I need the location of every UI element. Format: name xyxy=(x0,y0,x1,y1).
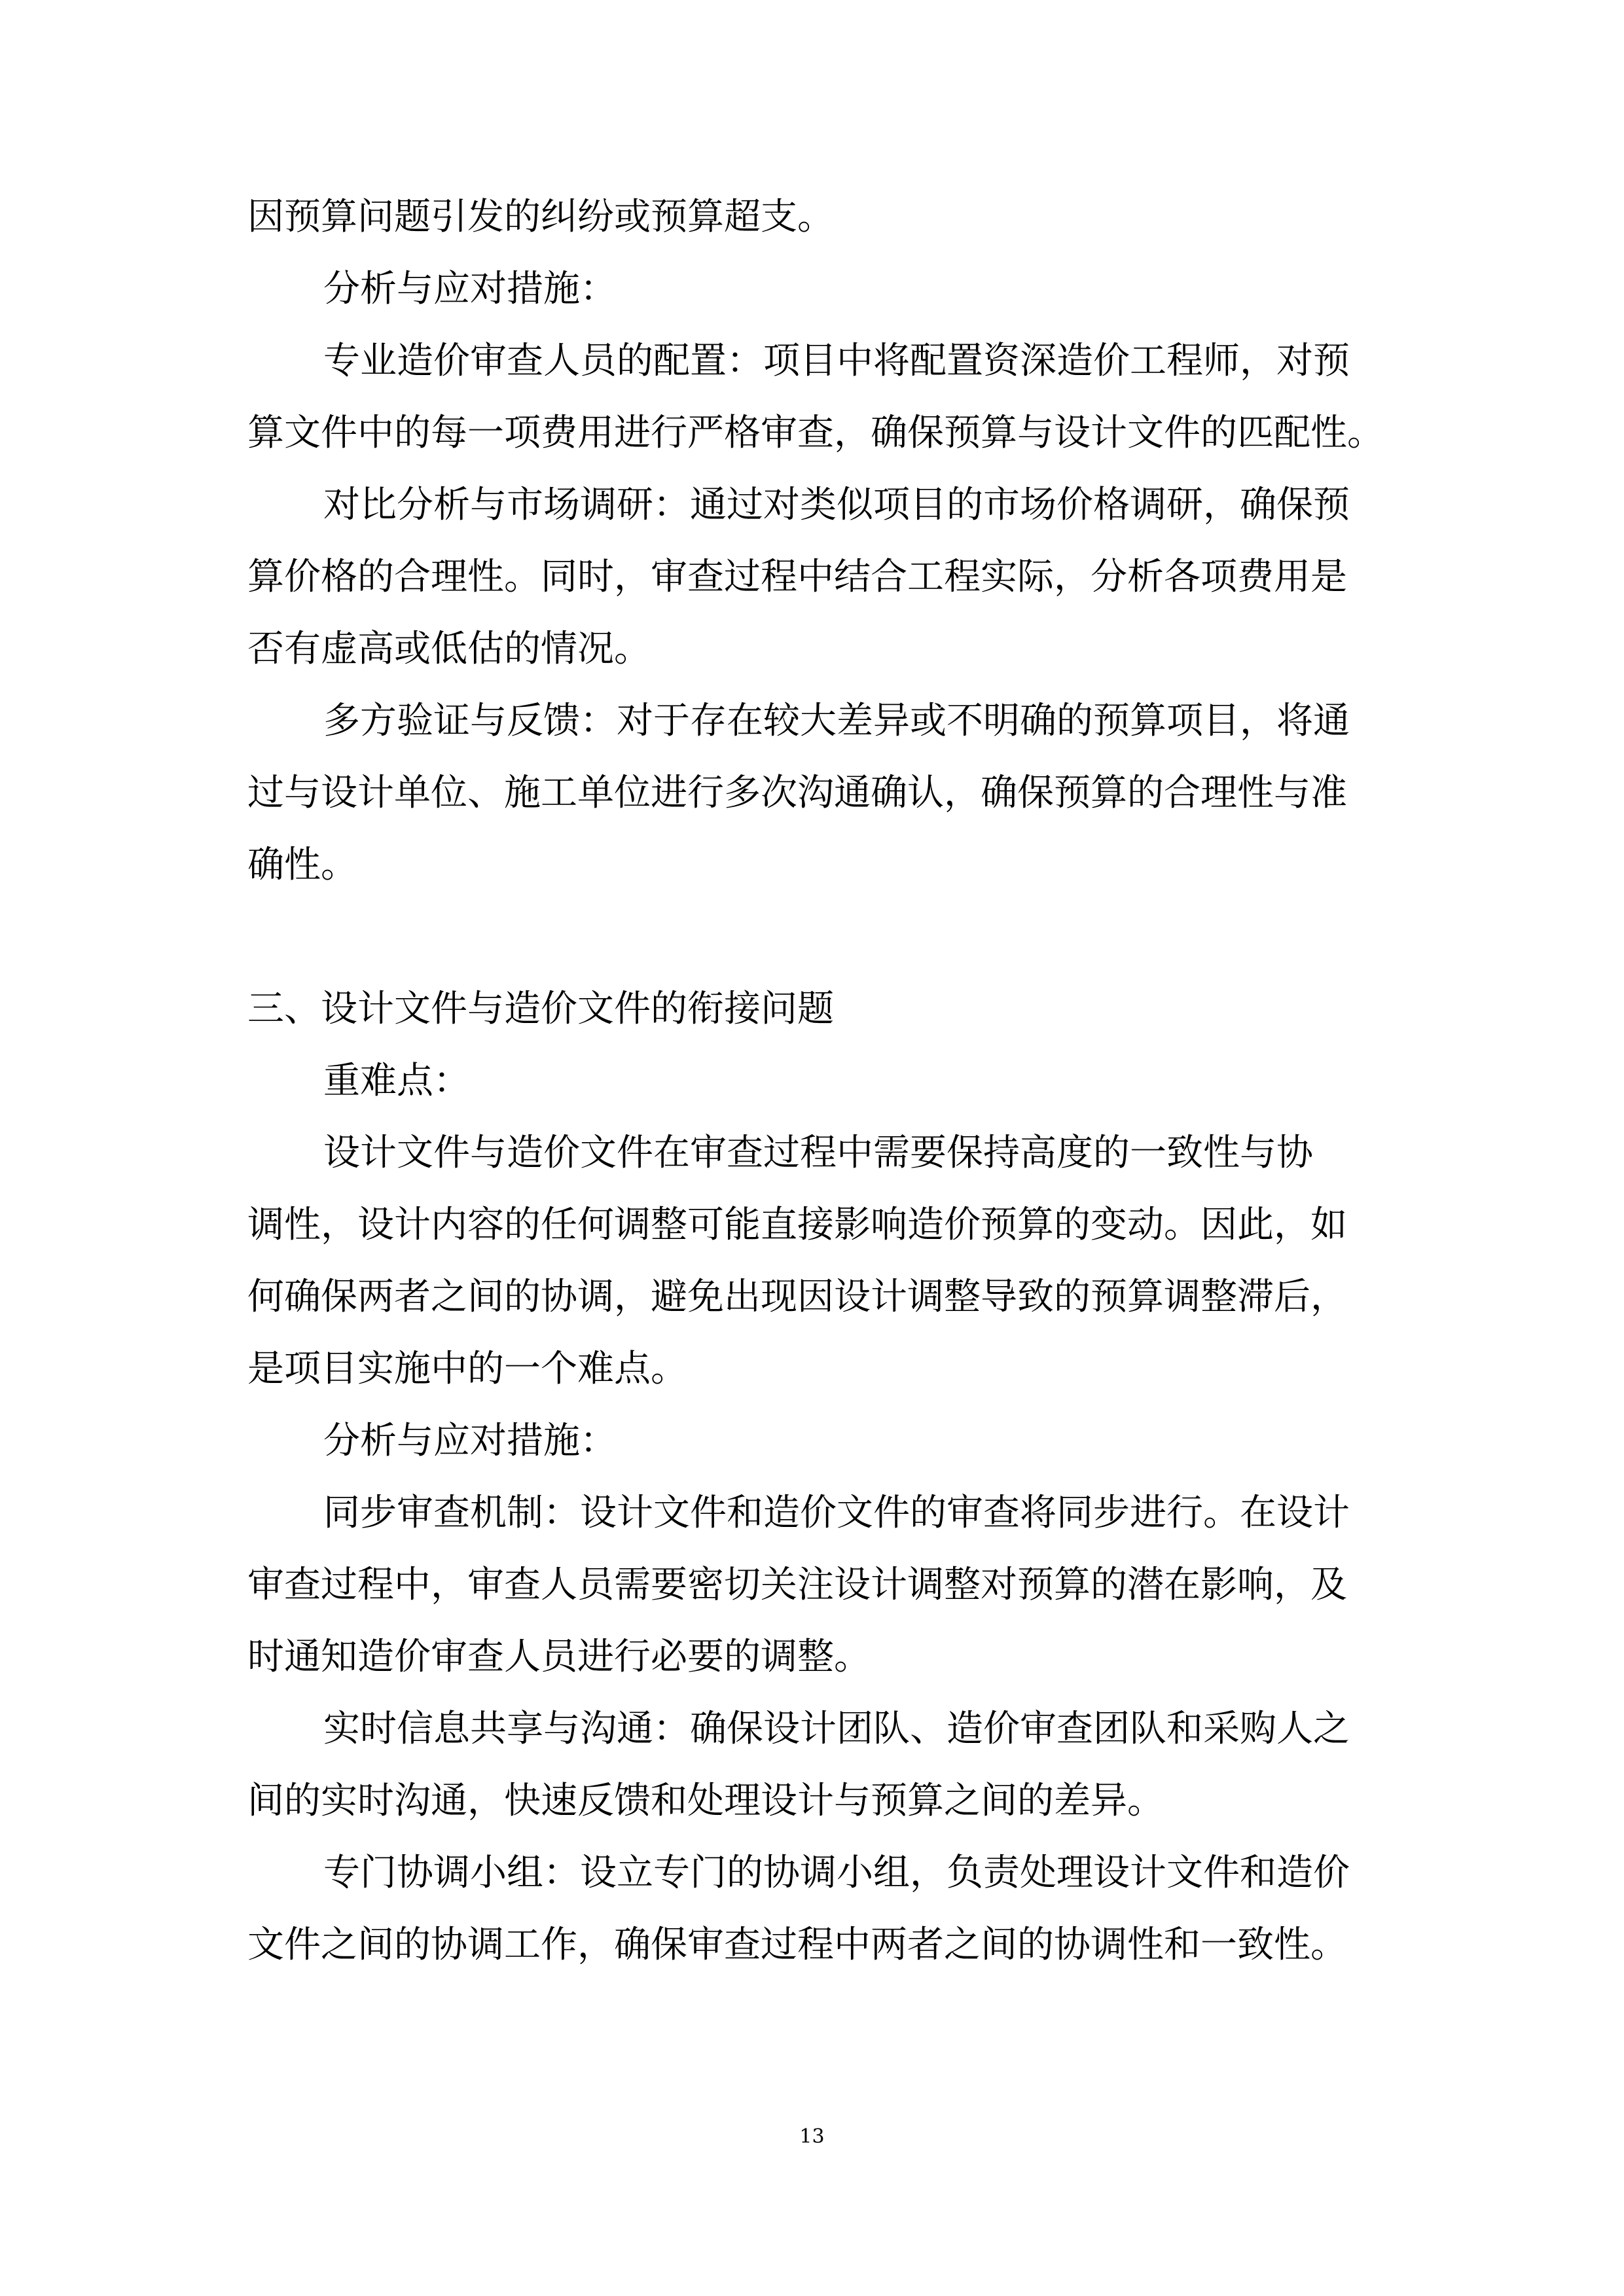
paragraph-line: 过与设计单位、施工单位进行多次沟通确认，确保预算的合理性与准 xyxy=(247,772,1347,814)
paragraph-line: 专门协调小组：设立专门的协调小组，负责处理设计文件和造价 xyxy=(323,1852,1350,1894)
paragraph-line: 何确保两者之间的协调，避免出现因设计调整导致的预算调整滞后， xyxy=(247,1276,1347,1318)
paragraph-line: 对比分析与市场调研：通过对类似项目的市场价格调研，确保预 xyxy=(323,484,1350,526)
paragraph-line: 算价格的合理性。同时，审查过程中结合工程实际，分析各项费用是 xyxy=(247,556,1347,598)
paragraph-line: 专业造价审查人员的配置：项目中将配置资深造价工程师，对预 xyxy=(323,340,1350,382)
paragraph-line: 分析与应对措施： xyxy=(323,268,617,310)
paragraph-line: 实时信息共享与沟通：确保设计团队、造价审查团队和采购人之 xyxy=(323,1708,1350,1750)
paragraph-line: 文件之间的协调工作，确保审查过程中两者之间的协调性和一致性。 xyxy=(247,1924,1347,1966)
paragraph-line: 多方验证与反馈：对于存在较大差异或不明确的预算项目，将通 xyxy=(323,700,1350,742)
paragraph-line: 是项目实施中的一个难点。 xyxy=(247,1348,687,1390)
paragraph-line: 间的实时沟通，快速反馈和处理设计与预算之间的差异。 xyxy=(247,1780,1164,1822)
section-heading: 三、设计文件与造价文件的衔接问题 xyxy=(247,988,834,1030)
paragraph-line: 设计文件与造价文件在审查过程中需要保持高度的一致性与协 xyxy=(323,1132,1313,1174)
paragraph-line: 同步审查机制：设计文件和造价文件的审查将同步进行。在设计 xyxy=(323,1492,1350,1534)
paragraph-line: 重难点： xyxy=(323,1060,470,1102)
paragraph-line: 因预算问题引发的纠纷或预算超支。 xyxy=(247,196,834,238)
paragraph-line: 确性。 xyxy=(247,844,357,886)
paragraph-line: 调性，设计内容的任何调整可能直接影响造价预算的变动。因此，如 xyxy=(247,1204,1347,1246)
paragraph-line: 分析与应对措施： xyxy=(323,1420,617,1462)
paragraph-line: 否有虚高或低估的情况。 xyxy=(247,628,651,670)
paragraph-line: 算文件中的每一项费用进行严格审查，确保预算与设计文件的匹配性。 xyxy=(247,412,1384,454)
paragraph-line: 时通知造价审查人员进行必要的调整。 xyxy=(247,1636,871,1678)
page-number: 13 xyxy=(799,2125,825,2148)
paragraph-line: 审查过程中，审查人员需要密切关注设计调整对预算的潜在影响，及 xyxy=(247,1564,1347,1606)
